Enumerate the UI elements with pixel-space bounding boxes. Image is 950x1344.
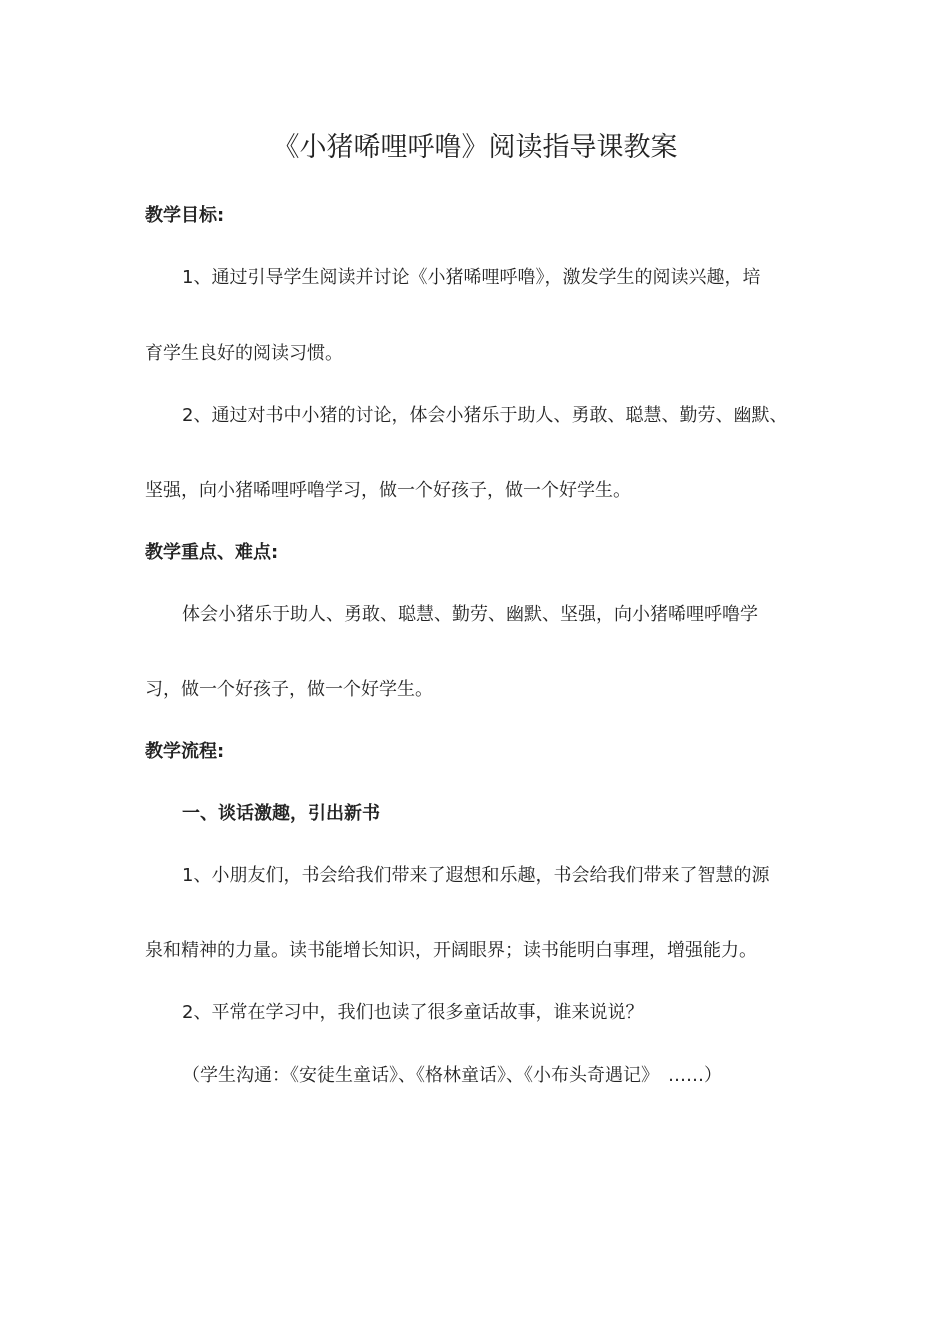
step-2: 2、平常在学习中，我们也读了很多童话故事，谁来说说？ (182, 1002, 644, 1023)
step-1-line-1: 1、小朋友们，书会给我们带来了遐想和乐趣，书会给我们带来了智慧的源 (182, 865, 770, 886)
objective-2-line-2: 坚强，向小猪唏哩呼噜学习，做一个好孩子，做一个好学生。 (145, 480, 631, 501)
step-1-line-2: 泉和精神的力量。读书能增长知识，开阔眼界；读书能明白事理，增强能力。 (145, 940, 757, 961)
keypoints-line-2: 习，做一个好孩子，做一个好学生。 (145, 679, 433, 700)
objective-1-line-1: 1、通过引导学生阅读并讨论《小猪唏哩呼噜》，激发学生的阅读兴趣，培 (182, 267, 761, 288)
keypoints-heading: 教学重点、难点: (145, 542, 279, 563)
objective-1-line-2: 育学生良好的阅读习惯。 (145, 343, 343, 364)
section-1-heading: 一、谈话激趣，引出新书 (182, 803, 380, 824)
objectives-heading: 教学目标: (145, 205, 225, 226)
document-title: 《小猪唏哩呼噜》阅读指导课教案 (272, 132, 678, 163)
keypoints-line-1: 体会小猪乐于助人、勇敢、聪慧、勤劳、幽默、坚强，向小猪唏哩呼噜学 (182, 604, 758, 625)
objective-2-line-1: 2、通过对书中小猪的讨论，体会小猪乐于助人、勇敢、聪慧、勤劳、幽默、 (182, 405, 788, 426)
process-heading: 教学流程: (145, 741, 225, 762)
student-answer: （学生沟通：《安徒生童话》、《格林童话》、《小布头奇遇记》 ……） (182, 1065, 722, 1086)
